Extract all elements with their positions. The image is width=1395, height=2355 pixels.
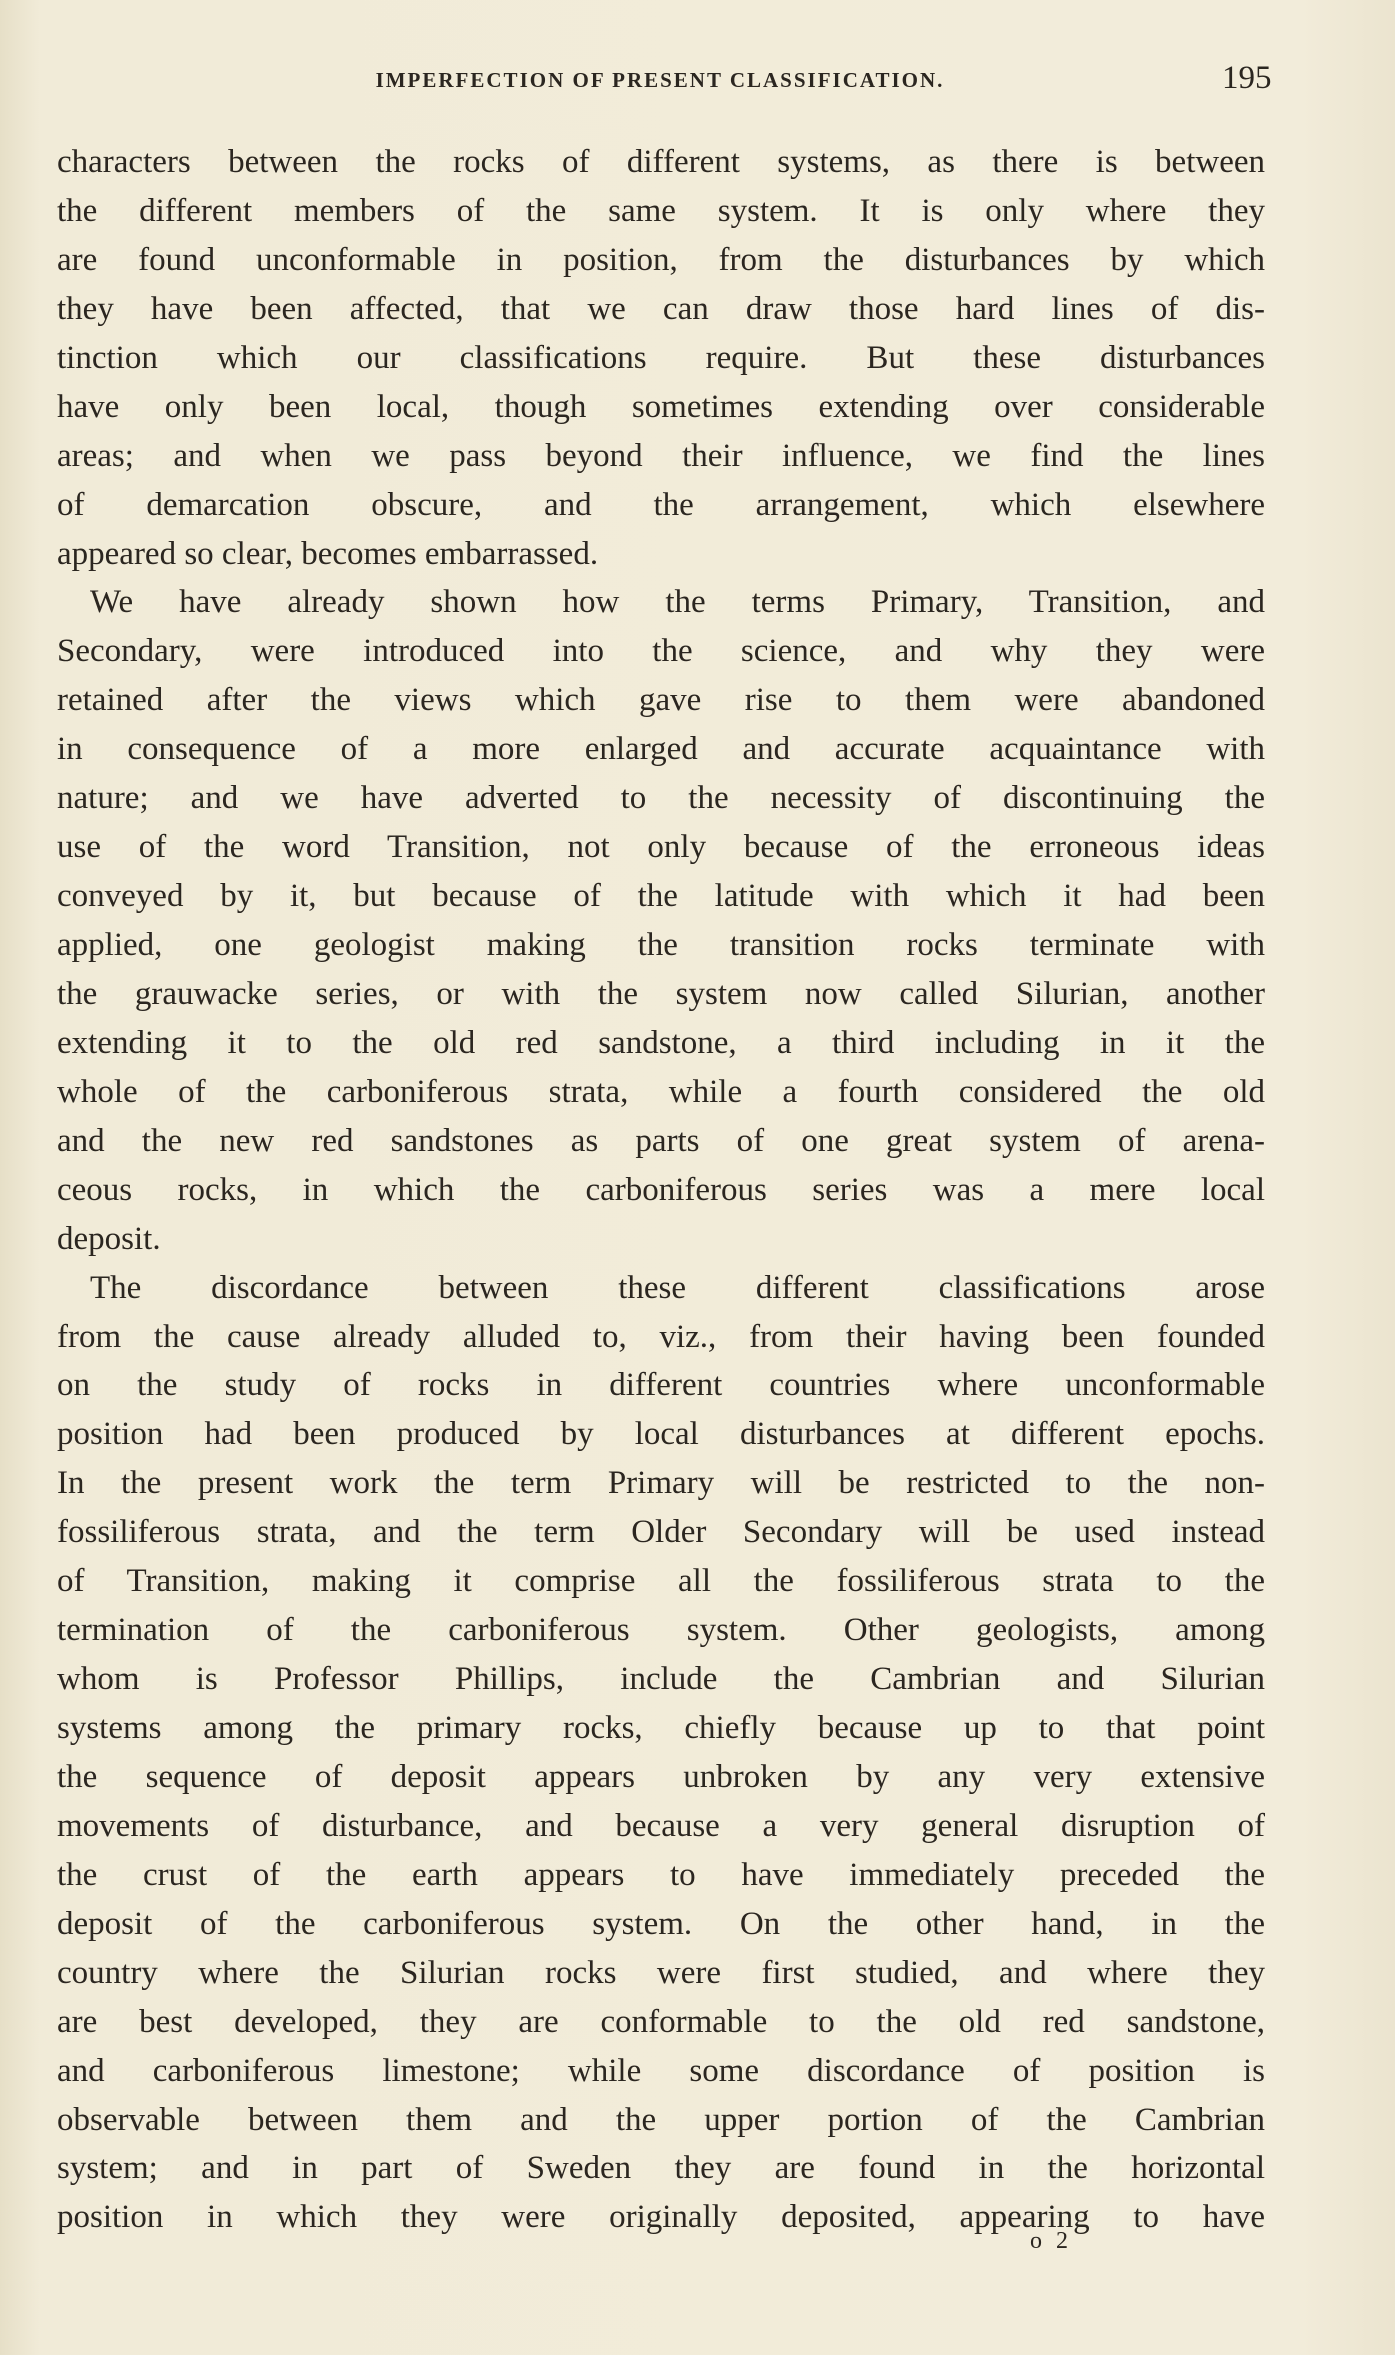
text-line: termination of the carboniferous system. Other geologists, among (57, 1612, 1265, 1649)
text-line: In the present work the term Primary will be restricted to the non- (57, 1465, 1265, 1502)
paragraph (57, 578, 1265, 1263)
paragraph (57, 1264, 1265, 2243)
text-line: the crust of the earth appears to have immediately preceded the (57, 1856, 1265, 1893)
text-line: of Transition, making it comprise all the fossiliferous strata to the (57, 1563, 1265, 1600)
text-line: extending it to the old red sandstone, a third including in it the (57, 1024, 1265, 1061)
text-line: conveyed by it, but because of the latitude with which it had been (57, 878, 1265, 915)
text-line: system; and in part of Sweden they are found in the horizontal (57, 2150, 1265, 2187)
running-title: IMPERFECTION OF PRESENT CLASSIFICATION. (375, 68, 945, 92)
text-line: the sequence of deposit appears unbroken by any very extensive (57, 1758, 1265, 1795)
text-line: and the new red sandstones as parts of one great system of arena- (57, 1122, 1265, 1159)
text-line: use of the word Transition, not only because of the erroneous ideas (57, 829, 1265, 866)
text-line: The discordance between these different classifications arose (90, 1269, 1265, 1306)
page-number: 195 (1222, 60, 1272, 96)
text-line: deposit. (57, 1220, 161, 1257)
text-line: movements of disturbance, and because a very general disruption of (57, 1807, 1265, 1844)
text-line: and carboniferous limestone; while some discordance of position is (57, 2052, 1265, 2089)
text-line: systems among the primary rocks, chiefly because up to that point (57, 1710, 1265, 1746)
text-line: appeared so clear, becomes embarrassed. (57, 535, 599, 572)
text-line: position had been produced by local disturbances at different epochs. (57, 1416, 1265, 1453)
text-line: whole of the carboniferous strata, while a fourth considered the old (57, 1073, 1265, 1110)
text-line: We have already shown how the terms Primary, Transition, and (90, 584, 1265, 621)
text-line: in consequence of a more enlarged and accurate acquaintance with (57, 731, 1265, 768)
text-line: position in which they were originally deposited, appearing to have (57, 2199, 1265, 2236)
text-line: the grauwacke series, or with the system now called Silurian, another (57, 975, 1265, 1012)
text-line: areas; and when we pass beyond their influence, we find the lines (57, 437, 1265, 474)
text-line: are best developed, they are conformable to the old red sandstone, (57, 2003, 1265, 2040)
text-line: Secondary, were introduced into the science, and why they were (57, 633, 1265, 670)
text-line: ceous rocks, in which the carboniferous series was a mere local (57, 1171, 1265, 1208)
text-line: country where the Silurian rocks were first studied, and where they (57, 1954, 1265, 1991)
text-line: retained after the views which gave rise to them were abandoned (57, 682, 1265, 719)
text-line: from the cause already alluded to, viz., from their having been founded (57, 1318, 1265, 1355)
text-line: applied, one geologist making the transition rocks terminate with (57, 927, 1265, 963)
text-line: tinction which our classifications require. But these disturbances (57, 339, 1265, 376)
signature-mark: o 2 (1030, 2228, 1072, 2254)
body-text (57, 138, 1265, 2242)
text-line: on the study of rocks in different countries where unconformable (57, 1367, 1265, 1404)
text-line: observable between them and the upper portion of the Cambrian (57, 2101, 1265, 2138)
text-line: the different members of the same system. It is only where they (57, 192, 1265, 229)
text-line: have only been local, though sometimes extending over considerable (57, 388, 1265, 425)
text-line: characters between the rocks of different systems, as there is between (57, 144, 1265, 180)
text-line: fossiliferous strata, and the term Older Secondary will be used instead (57, 1514, 1265, 1551)
paragraph (57, 138, 1265, 578)
text-line: whom is Professor Phillips, include the Cambrian and Silurian (57, 1661, 1265, 1698)
text-line: are found unconformable in position, from the disturbances by which (57, 241, 1265, 278)
text-line: of demarcation obscure, and the arrangement, which elsewhere (57, 486, 1265, 523)
text-line: deposit of the carboniferous system. On the other hand, in the (57, 1905, 1265, 1942)
text-line: they have been affected, that we can draw those hard lines of dis- (57, 290, 1265, 327)
text-line: nature; and we have adverted to the necessity of discontinuing the (57, 780, 1265, 817)
